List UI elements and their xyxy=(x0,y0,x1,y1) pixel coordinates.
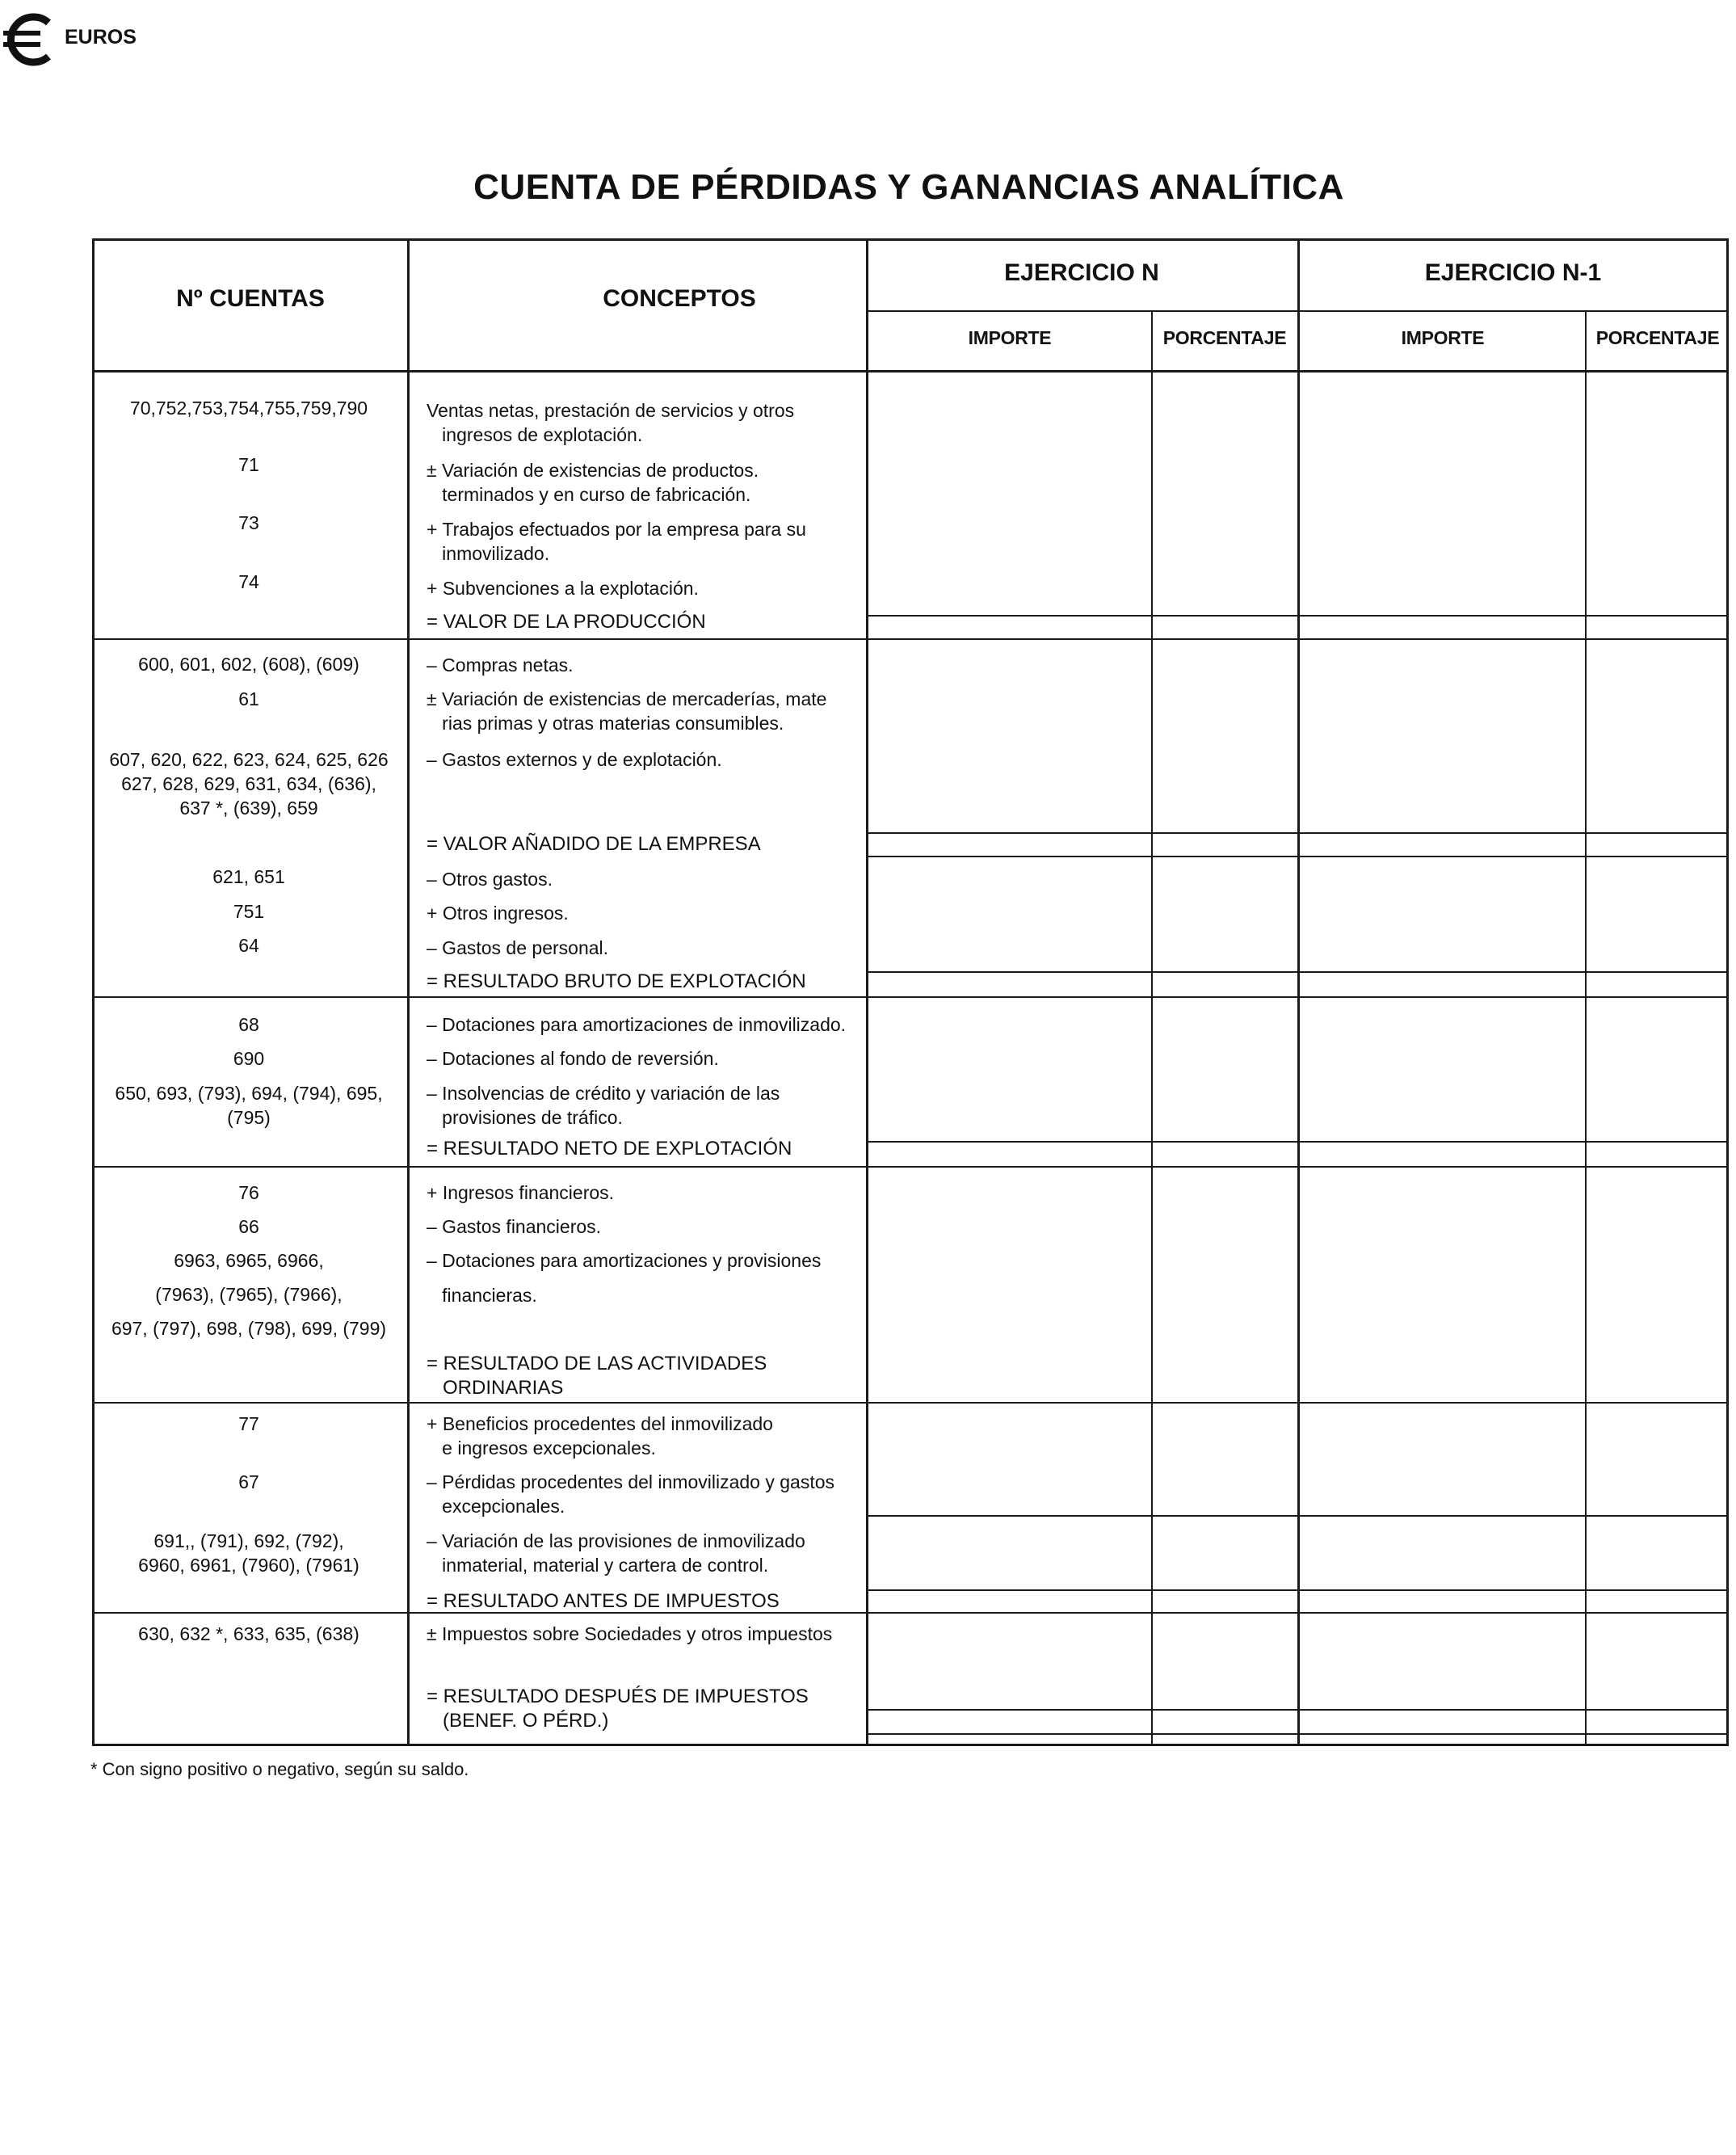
account-codes: (7963), (7965), (7966), xyxy=(155,1284,343,1305)
result-line xyxy=(866,1589,1729,1591)
account-codes: 600, 601, 602, (608), (609) xyxy=(138,654,359,675)
account-codes: 71 xyxy=(238,454,259,475)
concept-line: – Otros gastos. xyxy=(427,869,553,890)
result-line xyxy=(866,832,1729,834)
header-ejercicio-n1: EJERCICIO N-1 xyxy=(1424,259,1602,286)
column-rule-cuentas xyxy=(407,238,410,1746)
euro-symbol-icon xyxy=(3,11,55,68)
account-codes: 77 xyxy=(238,1413,259,1434)
concept-line: – Insolvencias de crédito y variación de las provisiones de tráfico. xyxy=(427,1083,780,1128)
result-concept: = RESULTADO NETO DE EXPLOTACIÓN xyxy=(427,1138,792,1160)
account-codes: 61 xyxy=(238,688,259,709)
header-importe-n: IMPORTE xyxy=(968,327,1052,348)
table-border-left xyxy=(92,238,95,1746)
concept-line: – Gastos de personal. xyxy=(427,937,609,958)
account-codes: 690 xyxy=(233,1048,265,1069)
result-line xyxy=(866,1166,1729,1168)
result-line xyxy=(866,996,1729,998)
account-codes: 697, (797), 698, (798), 699, (799) xyxy=(111,1318,387,1339)
account-codes: 76 xyxy=(238,1182,259,1203)
currency-label: EUROS xyxy=(65,26,137,48)
concept-line: + Ingresos financieros. xyxy=(427,1182,615,1203)
account-codes: 64 xyxy=(238,935,259,956)
result-concept: = RESULTADO BRUTO DE EXPLOTACIÓN xyxy=(427,970,806,992)
concept-line: – Gastos externos y de explotación. xyxy=(427,749,722,770)
header-bottom-rule xyxy=(92,370,1729,372)
concept-line: – Dotaciones al fondo de reversión. xyxy=(427,1048,719,1069)
account-codes: 650, 693, (793), 694, (794), 695, (795) xyxy=(115,1083,383,1128)
result-line xyxy=(866,971,1729,973)
result-line xyxy=(866,1733,1729,1735)
result-concept: = VALOR AÑADIDO DE LA EMPRESA xyxy=(427,833,761,855)
result-line xyxy=(866,1515,1729,1517)
header-conceptos: CONCEPTOS xyxy=(603,285,756,312)
concept-line: – Variación de las provisiones de inmovilizado inmaterial, material y cartera de control. xyxy=(427,1530,805,1576)
account-codes: 6963, 6965, 6966, xyxy=(174,1250,324,1271)
table-border-right xyxy=(1726,238,1729,1746)
concept-line: ± Variación de existencias de mercaderías, mate rias primas y otras materias consumibles. xyxy=(427,688,827,734)
concept-line: + Trabajos efectuados por la empresa para su inmovilizado. xyxy=(427,519,806,564)
result-line xyxy=(866,638,1729,640)
concept-line: + Otros ingresos. xyxy=(427,903,569,924)
result-concept: = VALOR DE LA PRODUCCIÓN xyxy=(427,611,706,633)
result-line xyxy=(866,615,1729,617)
account-codes: 607, 620, 622, 623, 624, 625, 626 627, 628, 629, 631, 634, (636), 637 *, (639), 659 xyxy=(109,749,389,819)
header-subrule xyxy=(866,310,1729,312)
concept-line: – Gastos financieros. xyxy=(427,1216,602,1237)
concept-line: financieras. xyxy=(427,1285,537,1306)
header-cuentas: Nº CUENTAS xyxy=(176,285,325,312)
table-border-bottom xyxy=(92,1744,1729,1746)
concept-line: ± Variación de existencias de productos. terminados y en curso de fabricación. xyxy=(427,460,759,505)
footnote: * Con signo positivo o negativo, según su saldo. xyxy=(90,1759,469,1779)
column-rule-porcentaje-n1 xyxy=(1585,311,1587,1746)
concept-line: – Dotaciones para amortizaciones y provisiones xyxy=(427,1250,822,1271)
page-title: CUENTA DE PÉRDIDAS Y GANANCIAS ANALÍTICA xyxy=(473,167,1344,207)
concept-line: Ventas netas, prestación de servicios y otros ingresos de explotación. xyxy=(427,400,795,445)
account-codes: 67 xyxy=(238,1471,259,1492)
account-codes: 751 xyxy=(233,901,265,922)
concept-line: + Beneficios procedentes del inmovilizado e ingresos excepcionales. xyxy=(427,1413,773,1458)
profit-loss-table xyxy=(92,238,1729,1746)
account-codes: 66 xyxy=(238,1216,259,1237)
concept-line: – Pérdidas procedentes del inmovilizado y gastos excepcionales. xyxy=(427,1471,835,1517)
account-codes: 68 xyxy=(238,1014,259,1035)
result-line xyxy=(866,1612,1729,1614)
result-concept: = RESULTADO ANTES DE IMPUESTOS xyxy=(427,1590,780,1612)
concept-line: + Subvenciones a la explotación. xyxy=(427,578,699,599)
account-codes: 73 xyxy=(238,512,259,533)
account-codes: 70,752,753,754,755,759,790 xyxy=(129,398,368,419)
account-codes: 630, 632 *, 633, 635, (638) xyxy=(138,1623,359,1644)
concept-line: – Compras netas. xyxy=(427,654,574,676)
result-line xyxy=(866,1709,1729,1711)
result-line xyxy=(866,1141,1729,1143)
header-porcentaje-n1: PORCENTAJE xyxy=(1595,327,1720,348)
column-rule-porcentaje-n xyxy=(1151,311,1153,1746)
concept-line: ± Impuestos sobre Sociedades y otros impuestos xyxy=(427,1623,833,1644)
result-concept: = RESULTADO DE LAS ACTIVIDADES ORDINARIAS xyxy=(427,1353,767,1399)
result-concept: = RESULTADO DESPUÉS DE IMPUESTOS (BENEF. O PÉRD.) xyxy=(427,1686,809,1732)
result-line xyxy=(866,856,1729,857)
account-codes: 691,, (791), 692, (792), 6960, 6961, (7960), (7961) xyxy=(138,1530,359,1576)
header-importe-n1: IMPORTE xyxy=(1401,327,1485,348)
header-ejercicio-n: EJERCICIO N xyxy=(1004,259,1159,286)
table-border-top xyxy=(92,238,1729,241)
section-divider xyxy=(92,1402,1729,1404)
header-porcentaje-n: PORCENTAJE xyxy=(1162,327,1287,348)
column-rule-ejercicio xyxy=(1297,238,1300,1746)
account-codes: 74 xyxy=(238,571,259,592)
concept-line: – Dotaciones para amortizaciones de inmovilizado. xyxy=(427,1014,847,1035)
account-codes: 621, 651 xyxy=(212,866,285,887)
